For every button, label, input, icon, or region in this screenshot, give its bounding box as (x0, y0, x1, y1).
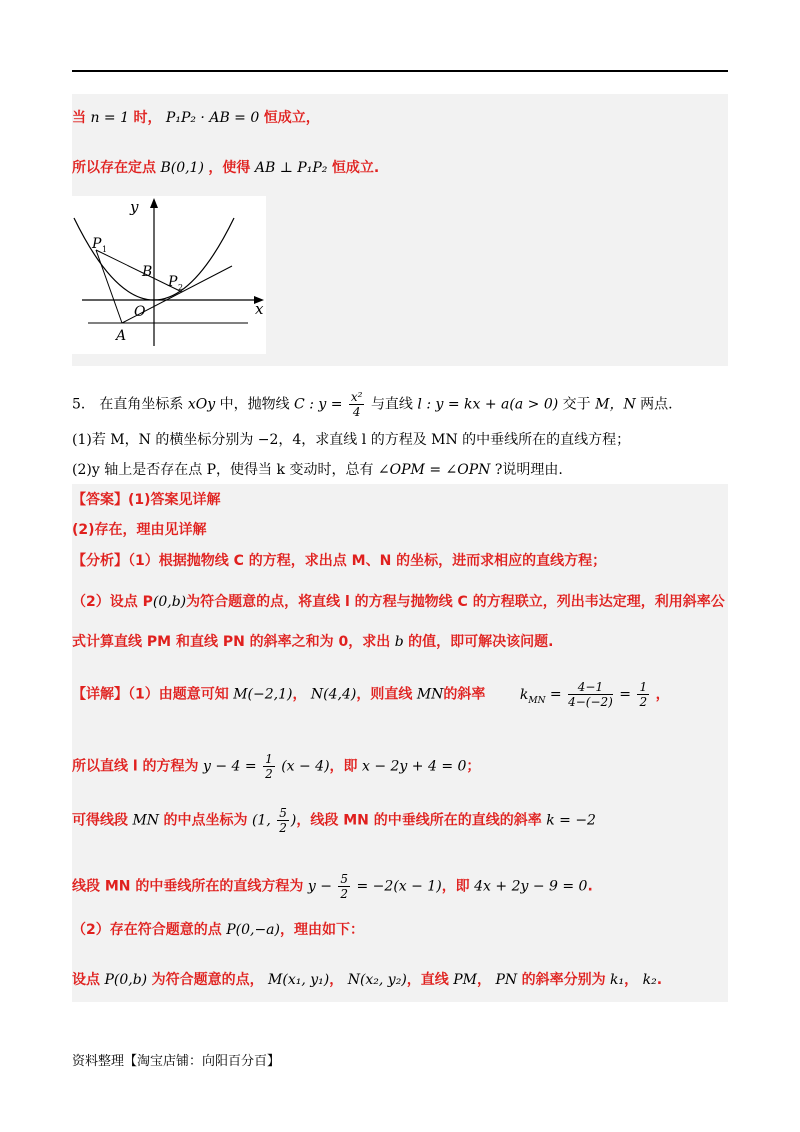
label-p2-sub: 2 (178, 283, 184, 292)
detail-line-1: 【详解】（1）由题意可知 M(−2,1)， N(4,4)，则直线 MN的斜率 $k_{MN}$ = $\frac{4-1}{4-(-2)}$ = $\frac{1}{2}$ ， (72, 680, 670, 709)
footer-source: 资料整理【淘宝店铺：向阳百分百】 (72, 1054, 281, 1069)
label-b: B (142, 264, 153, 280)
answer-line-1: 【答案】(1)答案见详解 (72, 492, 221, 508)
label-x: x (255, 300, 264, 318)
label-o: O (134, 304, 146, 320)
label-y: y (130, 198, 139, 216)
midpoint-fraction: $\frac{5}{2}$ (279, 806, 287, 835)
analysis-line-1: 【分析】（1）根据抛物线 C 的方程，求出点 M、N 的坐标，进而求相应的直线方程； (72, 553, 607, 569)
parabola-diagram (72, 196, 266, 354)
line-eq-fraction: $\frac{1}{2}$ (265, 752, 273, 781)
problem-part-1: (1)若 M，N 的横坐标分别为 −2，4，求直线 l 的方程及 MN 的中垂线所在的直线方程； (72, 432, 631, 448)
parabola-figure (72, 196, 266, 354)
detail-line-3: 可得线段 MN 的中点坐标为 (1, $\frac{5}{2}$ )，线段 MN 的中垂线所在的直线的斜率 k = −2 (72, 806, 596, 835)
detail-line-5: （2）存在符合题意的点 P(0,−a)，理由如下： (72, 922, 364, 938)
label-p1: P (92, 236, 102, 252)
solution-line-2: 所以存在定点 B(0,1) ，使得 AB ⊥ P₁P₂ 恒成立. (72, 160, 380, 176)
solution-line-1: 当 n = 1 时， P₁P₂ · AB = 0 恒成立， (72, 110, 320, 126)
slope-fraction-2: $\frac{1}{2}$ (639, 680, 648, 709)
parabola-fraction: $\frac{\text{x²}}{4}$ (350, 390, 363, 419)
label-a: A (116, 328, 127, 344)
label-p2: P (168, 274, 178, 290)
bisector-fraction: $\frac{5}{2}$ (340, 872, 349, 901)
detail-line-4: 线段 MN 的中垂线所在的直线方程为 y − $\frac{5}{2}$ = −2(x − 1)，即 4x + 2y − 9 = 0. (72, 872, 593, 901)
analysis-line-2: （2）设点 P(0,b)为符合题意的点，将直线 l 的方程与抛物线 C 的方程联立，列出韦达定理，利用斜率公 (72, 594, 725, 610)
detail-line-6: 设点 P(0,b) 为符合题意的点， M(x₁, y₁)， N(x₂, y₂)，直线 PM， PN 的斜率分别为 k₁， k₂. (72, 972, 663, 988)
answer-line-2: (2)存在，理由见详解 (72, 522, 207, 538)
problem-part-2: (2)y 轴上是否存在点 P，使得当 k 变动时，总有 ∠OPM = ∠OPN ?说明理由. (72, 462, 563, 478)
header-rule (72, 70, 728, 72)
slope-fraction-1: $\frac{4-1}{4-(-2)}$ (568, 680, 613, 709)
problem-statement: 5． 在直角坐标系 xOy 中，抛物线 C : y = $\frac{\text{x²}}{4}$ 与直线 l : y = kx + a(a > 0) 交于 M，N 两点. (72, 390, 673, 419)
detail-line-2: 所以直线 l 的方程为 y − 4 = $\frac{1}{2}$ (x − 4)，即 x − 2y + 4 = 0； (72, 752, 481, 781)
y-axis-arrow (150, 198, 158, 208)
label-p1-sub: 1 (102, 245, 108, 254)
analysis-line-3: 式计算直线 PM 和直线 PN 的斜率之和为 0，求出 b 的值，即可解决该问题. (72, 634, 554, 650)
